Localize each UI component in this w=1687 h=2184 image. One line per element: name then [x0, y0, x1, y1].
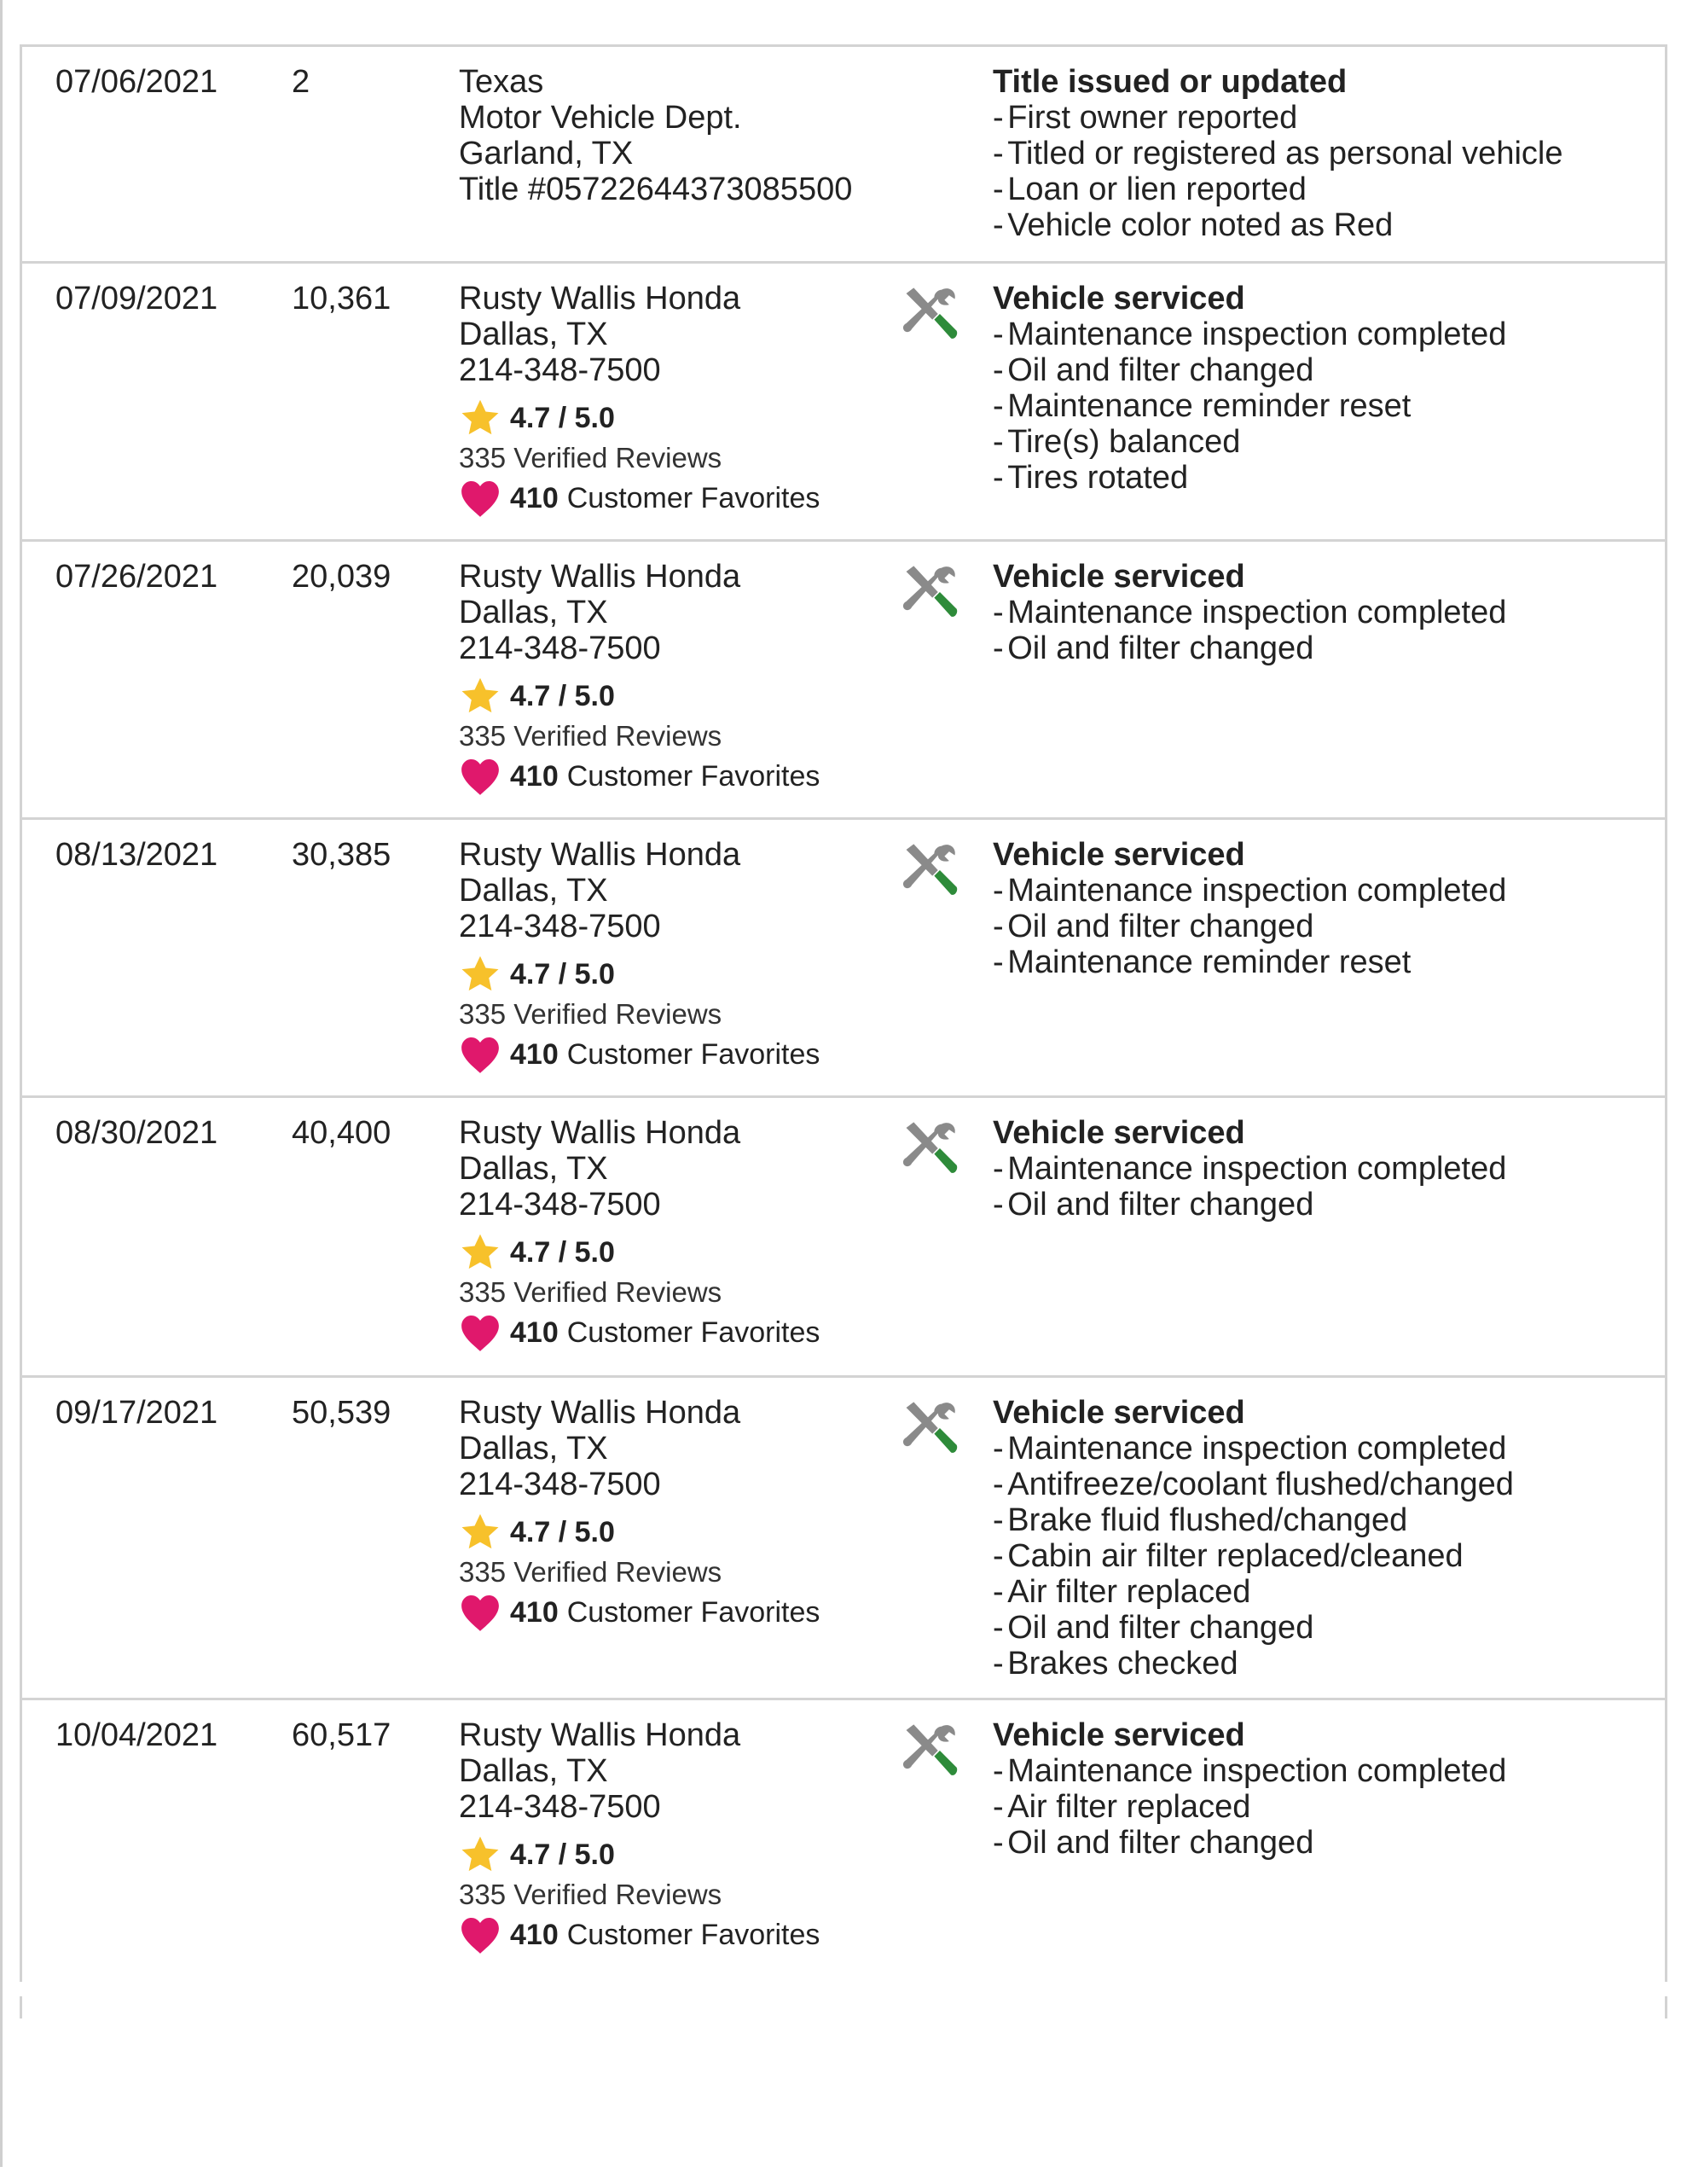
source-line: Dallas, TX [459, 1431, 608, 1467]
service-tools-icon [901, 562, 960, 622]
verified-reviews-link[interactable]: 335 Verified Reviews [459, 1276, 722, 1308]
verified-reviews-link[interactable]: 335 Verified Reviews [459, 1556, 722, 1588]
verified-reviews-link[interactable]: 335 Verified Reviews [459, 1879, 722, 1910]
record-mileage: 10,361 [292, 281, 391, 317]
record-mileage: 50,539 [292, 1395, 391, 1431]
comment-item: - Maintenance reminder reset [993, 388, 1506, 424]
star-icon [459, 1833, 501, 1876]
source-line: Garland, TX [459, 136, 634, 171]
comments-title: Vehicle serviced [993, 281, 1245, 317]
record-mileage: 20,039 [292, 559, 391, 595]
customer-favorites[interactable] [459, 475, 820, 521]
dealer-rating[interactable] [459, 673, 820, 719]
record-comments [993, 1395, 1514, 1682]
record-comments [993, 64, 1562, 243]
record-comments [993, 837, 1506, 980]
comments-title: Vehicle serviced [993, 1395, 1245, 1431]
comments-title: Title issued or updated [993, 64, 1348, 100]
verified-reviews-link[interactable]: 335 Verified Reviews [459, 720, 722, 752]
verified-reviews-link[interactable]: 335 Verified Reviews [459, 998, 722, 1030]
favorites-count: 410 [510, 1919, 559, 1951]
favorites-label: Customer Favorites [566, 1596, 820, 1629]
star-icon [459, 675, 501, 717]
comment-item: - Loan or lien reported [993, 171, 1562, 207]
source-line: 214-348-7500 [459, 909, 661, 944]
record-date: 07/06/2021 [55, 64, 218, 100]
star-icon [459, 397, 501, 439]
comments-title: Vehicle serviced [993, 559, 1245, 595]
record-source [459, 64, 852, 207]
record-source [459, 281, 820, 521]
heart-icon [459, 1311, 501, 1354]
comment-item: - Oil and filter changed [993, 909, 1506, 944]
comments-title: Vehicle serviced [993, 1115, 1245, 1151]
source-name[interactable]: Rusty Wallis Honda [459, 1115, 741, 1151]
customer-favorites[interactable] [459, 1912, 820, 1958]
comment-item: - Maintenance inspection completed [993, 317, 1506, 352]
favorites-count: 410 [510, 1038, 559, 1071]
source-name[interactable]: Rusty Wallis Honda [459, 281, 741, 317]
service-tools-icon [901, 840, 960, 900]
comment-item: - Vehicle color noted as Red [993, 207, 1562, 243]
source-line: Dallas, TX [459, 595, 608, 630]
verified-reviews-link[interactable]: 335 Verified Reviews [459, 442, 722, 473]
comment-item: - Tire(s) balanced [993, 424, 1506, 460]
star-icon [459, 953, 501, 996]
record-source [459, 1717, 820, 1958]
dealer-rating[interactable] [459, 395, 820, 441]
rating-value: 4.7 / 5.0 [510, 1236, 615, 1269]
customer-favorites[interactable] [459, 1031, 820, 1077]
record-comments [993, 1115, 1506, 1223]
source-line: Motor Vehicle Dept. [459, 100, 742, 136]
record-source [459, 837, 820, 1077]
source-line: 214-348-7500 [459, 630, 661, 666]
comment-item: - Maintenance inspection completed [993, 1151, 1506, 1187]
record-mileage: 60,517 [292, 1717, 391, 1753]
table-row [22, 1378, 1665, 1700]
source-line: Dallas, TX [459, 1151, 608, 1187]
comment-item: - Maintenance reminder reset [993, 944, 1506, 980]
favorites-count: 410 [510, 482, 559, 514]
table-row [22, 264, 1665, 542]
record-mileage: 30,385 [292, 837, 391, 873]
record-date: 07/26/2021 [55, 559, 218, 595]
table-row [22, 1098, 1665, 1378]
heart-icon [459, 477, 501, 520]
source-name[interactable]: Rusty Wallis Honda [459, 1717, 741, 1753]
comment-item: - Brakes checked [993, 1646, 1514, 1682]
record-source [459, 559, 820, 799]
record-source [459, 1115, 820, 1356]
dealer-rating[interactable] [459, 1509, 820, 1555]
service-tools-icon [901, 1118, 960, 1178]
source-name[interactable]: Rusty Wallis Honda [459, 837, 741, 873]
source-line: 214-348-7500 [459, 1789, 661, 1825]
record-date: 08/13/2021 [55, 837, 218, 873]
record-mileage: 2 [292, 64, 310, 100]
comment-item: - Oil and filter changed [993, 1825, 1506, 1861]
customer-favorites[interactable] [459, 1310, 820, 1356]
source-name[interactable]: Rusty Wallis Honda [459, 559, 741, 595]
record-comments [993, 281, 1506, 496]
heart-icon [459, 755, 501, 798]
source-line: 214-348-7500 [459, 1187, 661, 1223]
record-date: 07/09/2021 [55, 281, 218, 317]
comment-item: - Maintenance inspection completed [993, 1753, 1506, 1789]
table-row [22, 1700, 1665, 1982]
dealer-rating[interactable] [459, 1832, 820, 1878]
comment-item: - Maintenance inspection completed [993, 873, 1506, 909]
comment-item: - Oil and filter changed [993, 1187, 1506, 1223]
comment-item: - Oil and filter changed [993, 630, 1506, 666]
customer-favorites[interactable] [459, 1589, 820, 1635]
comment-item: - Tires rotated [993, 460, 1506, 496]
heart-icon [459, 1033, 501, 1076]
source-line: Dallas, TX [459, 1753, 608, 1789]
comment-item: - Maintenance inspection completed [993, 595, 1506, 630]
table-row [22, 47, 1665, 264]
service-tools-icon [901, 1721, 960, 1780]
table-continuation [20, 1996, 1667, 2018]
heart-icon [459, 1591, 501, 1634]
favorites-label: Customer Favorites [566, 1316, 820, 1349]
customer-favorites[interactable] [459, 753, 820, 799]
comments-title: Vehicle serviced [993, 1717, 1245, 1753]
star-icon [459, 1511, 501, 1554]
comment-item: - Air filter replaced [993, 1789, 1506, 1825]
record-source [459, 1395, 820, 1635]
favorites-label: Customer Favorites [566, 760, 820, 793]
source-line: 214-348-7500 [459, 352, 661, 388]
record-date: 09/17/2021 [55, 1395, 218, 1431]
record-comments [993, 1717, 1506, 1861]
rating-value: 4.7 / 5.0 [510, 1516, 615, 1548]
comment-item: - Antifreeze/coolant flushed/changed [993, 1467, 1514, 1502]
comments-title: Vehicle serviced [993, 837, 1245, 873]
favorites-count: 410 [510, 1316, 559, 1349]
favorites-label: Customer Favorites [566, 1038, 820, 1071]
record-comments [993, 559, 1506, 666]
source-line: Title #05722644373085500 [459, 171, 853, 207]
rating-value: 4.7 / 5.0 [510, 402, 615, 434]
comment-item: - First owner reported [993, 100, 1562, 136]
comment-item: - Oil and filter changed [993, 352, 1506, 388]
favorites-count: 410 [510, 1596, 559, 1629]
dealer-rating[interactable] [459, 951, 820, 997]
record-mileage: 40,400 [292, 1115, 391, 1151]
comment-item: - Titled or registered as personal vehicle [993, 136, 1562, 171]
favorites-label: Customer Favorites [566, 1919, 820, 1951]
page-left-rule [0, 0, 3, 2167]
table-row [22, 820, 1665, 1098]
dealer-rating[interactable] [459, 1229, 820, 1275]
rating-value: 4.7 / 5.0 [510, 958, 615, 990]
star-icon [459, 1231, 501, 1274]
service-tools-icon [901, 1398, 960, 1458]
favorites-label: Customer Favorites [566, 482, 820, 514]
heart-icon [459, 1914, 501, 1956]
rating-value: 4.7 / 5.0 [510, 680, 615, 712]
service-tools-icon [901, 284, 960, 344]
comment-item: - Maintenance inspection completed [993, 1431, 1514, 1467]
source-line: Dallas, TX [459, 317, 608, 352]
table-row [22, 542, 1665, 820]
favorites-count: 410 [510, 760, 559, 793]
record-date: 10/04/2021 [55, 1717, 218, 1753]
comment-item: - Air filter replaced [993, 1574, 1514, 1610]
rating-value: 4.7 / 5.0 [510, 1838, 615, 1871]
comment-item: - Cabin air filter replaced/cleaned [993, 1538, 1514, 1574]
source-name[interactable]: Rusty Wallis Honda [459, 1395, 741, 1431]
source-line: Dallas, TX [459, 873, 608, 909]
vehicle-history-table [20, 44, 1667, 1982]
source-name: Texas [459, 64, 544, 100]
source-line: 214-348-7500 [459, 1467, 661, 1502]
comment-item: - Oil and filter changed [993, 1610, 1514, 1646]
comment-item: - Brake fluid flushed/changed [993, 1502, 1514, 1538]
record-date: 08/30/2021 [55, 1115, 218, 1151]
